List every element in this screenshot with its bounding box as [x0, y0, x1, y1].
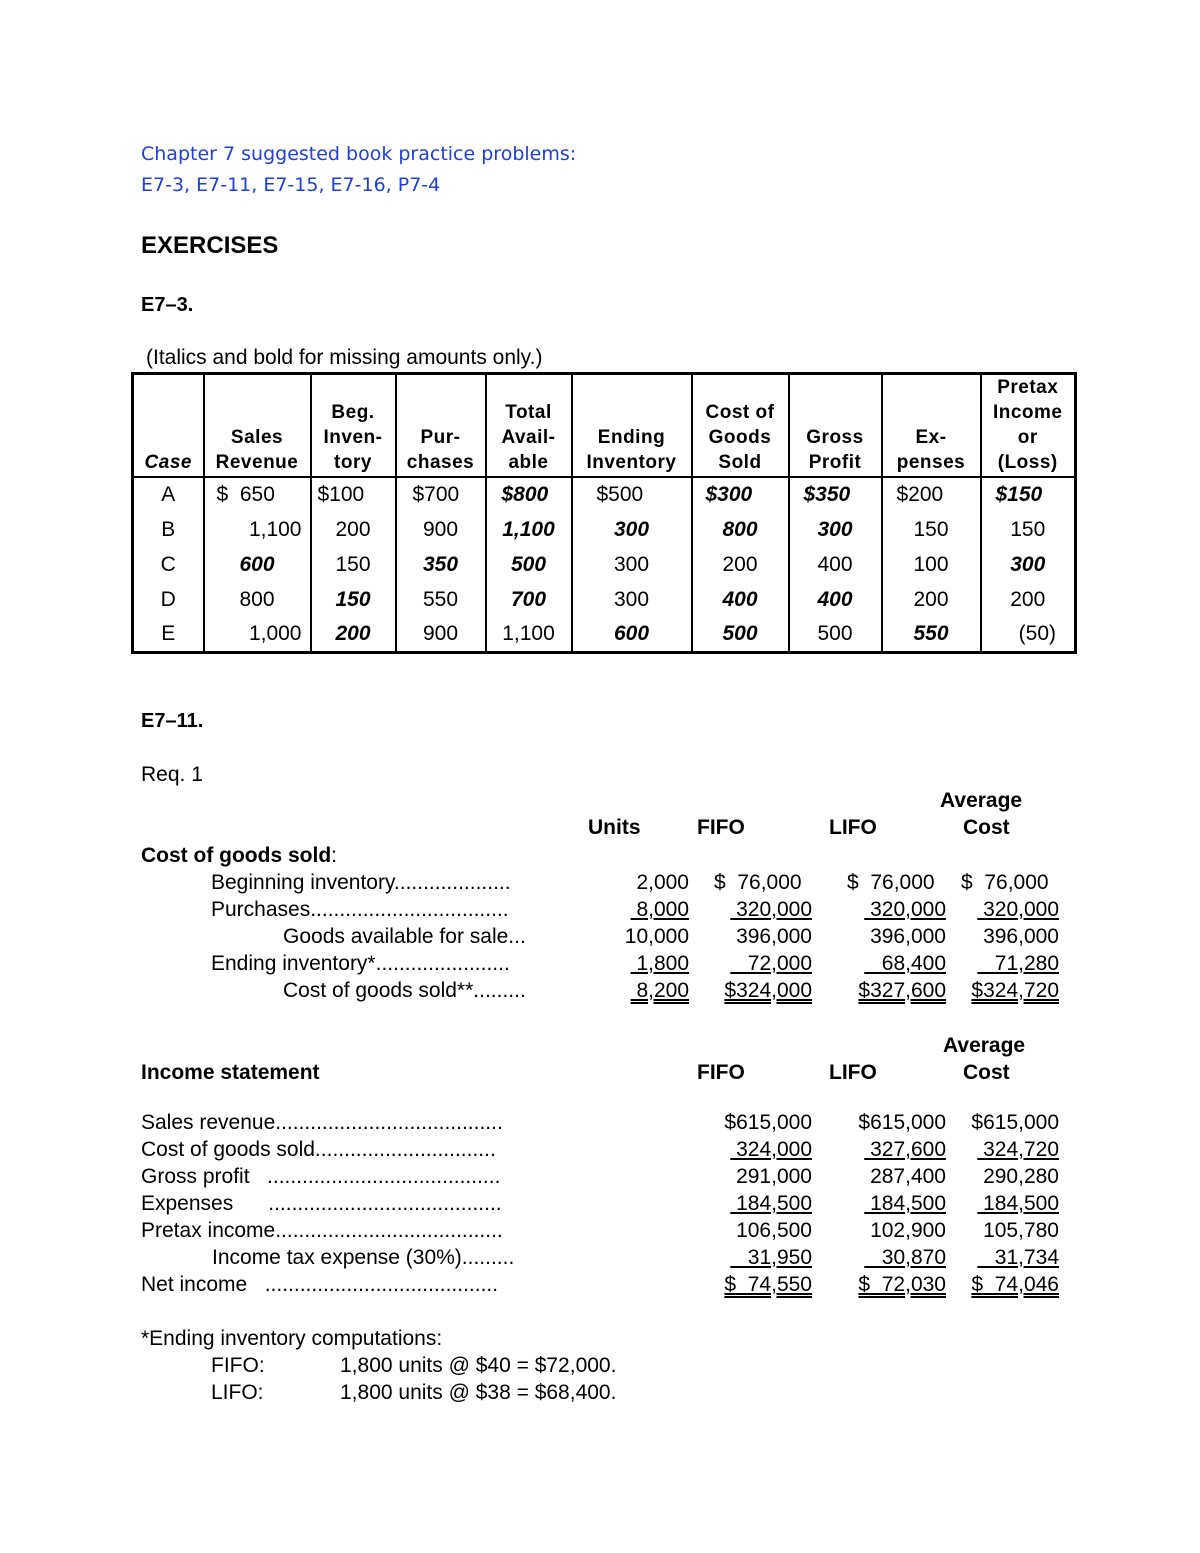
cell-exp: 200: [882, 582, 981, 617]
cell-sales: 1,100: [204, 512, 311, 547]
cell-pretax: 200: [981, 582, 1076, 617]
cell-beg: 150: [311, 547, 396, 582]
income-col-average: Average: [943, 1034, 1026, 1057]
cell-exp: 550: [882, 617, 981, 652]
cell-pretax: (50): [981, 617, 1076, 652]
cell-sales: 600: [204, 547, 311, 582]
col-cost-of-goods-sold: Cost of Goods Sold: [692, 374, 789, 478]
cell-total: 1,100: [486, 617, 572, 652]
footnote-fifo-value: 1,800 units @ $40 = $72,000.: [340, 1354, 617, 1377]
cell-cogs: 200: [692, 547, 789, 582]
cell-cogs: $300: [692, 477, 789, 512]
cell-beg: 150: [311, 582, 396, 617]
cell-gross: 400: [789, 547, 882, 582]
table-row: [133, 547, 1076, 582]
cell-ending: 300: [572, 512, 692, 547]
assignment-title: Chapter 7 suggested book practice problems:: [141, 143, 577, 165]
income-col-fifo: FIFO: [697, 1061, 745, 1084]
cell-cogs: 500: [692, 617, 789, 652]
footnote-fifo-label: FIFO:: [211, 1354, 265, 1377]
cell-ending: 300: [572, 547, 692, 582]
cell-ending: 600: [572, 617, 692, 652]
cogs-col-fifo: FIFO: [697, 816, 745, 839]
cell-pur: 900: [396, 512, 486, 547]
cell-exp: 150: [882, 512, 981, 547]
income-col-cost: Cost: [963, 1061, 1010, 1084]
col-sales-revenue: Sales Revenue: [204, 374, 311, 478]
footnote-title: *Ending inventory computations:: [141, 1327, 443, 1350]
e7-3-heading: E7–3.: [141, 294, 194, 316]
cell-total: 700: [486, 582, 572, 617]
cogs-heading: Cost of goods sold:: [141, 844, 337, 867]
cell-exp: $200: [882, 477, 981, 512]
cell-pur: $700: [396, 477, 486, 512]
footnote-lifo-label: LIFO:: [211, 1381, 264, 1404]
cell-sales: 1,000: [204, 617, 311, 652]
cell-cogs: 800: [692, 512, 789, 547]
cell-total: 1,100: [486, 512, 572, 547]
cogs-col-average: Average: [940, 789, 1023, 812]
e7-3-header-row: [133, 374, 1076, 478]
cell-pur: 550: [396, 582, 486, 617]
income-heading: Income statement: [141, 1061, 320, 1084]
cell-gross: 300: [789, 512, 882, 547]
cell-total: 500: [486, 547, 572, 582]
exercises-heading: EXERCISES: [141, 232, 279, 259]
col-ending-inventory: Ending Inventory: [572, 374, 692, 478]
col-purchases: Pur- chases: [396, 374, 486, 478]
cell-sales: 800: [204, 582, 311, 617]
col-pretax-income: Pretax Income or (Loss): [981, 374, 1076, 478]
cell-beg: $100: [311, 477, 396, 512]
cell-case: E: [133, 617, 204, 652]
col-gross-profit: Gross Profit: [789, 374, 882, 478]
col-total-available: Total Avail- able: [486, 374, 572, 478]
e7-3-note: (Italics and bold for missing amounts only.): [146, 346, 543, 369]
cell-total: $800: [486, 477, 572, 512]
cell-case: A: [133, 477, 204, 512]
income-col-lifo: LIFO: [829, 1061, 877, 1084]
cogs-col-units: Units: [588, 816, 641, 839]
cell-pur: 350: [396, 547, 486, 582]
cell-ending: $500: [572, 477, 692, 512]
footnote-lifo-value: 1,800 units @ $38 = $68,400.: [340, 1381, 617, 1404]
cell-case: C: [133, 547, 204, 582]
cell-gross: $350: [789, 477, 882, 512]
cell-pur: 900: [396, 617, 486, 652]
cell-beg: 200: [311, 617, 396, 652]
e7-3-table: [131, 372, 1077, 654]
e7-11-heading: E7–11.: [141, 710, 204, 732]
cell-case: D: [133, 582, 204, 617]
cell-exp: 100: [882, 547, 981, 582]
table-row: [133, 477, 1076, 512]
requirement-label: Req. 1: [141, 763, 203, 786]
table-row: [133, 617, 1076, 652]
col-case: Case: [133, 374, 204, 478]
cogs-col-lifo: LIFO: [829, 816, 877, 839]
cell-case: B: [133, 512, 204, 547]
cell-gross: 500: [789, 617, 882, 652]
cell-pretax: 150: [981, 512, 1076, 547]
cell-ending: 300: [572, 582, 692, 617]
table-row: [133, 582, 1076, 617]
col-expenses: Ex- penses: [882, 374, 981, 478]
cell-gross: 400: [789, 582, 882, 617]
cell-cogs: 400: [692, 582, 789, 617]
assignment-problems: E7-3, E7-11, E7-15, E7-16, P7-4: [141, 174, 441, 196]
cell-beg: 200: [311, 512, 396, 547]
cell-pretax: 300: [981, 547, 1076, 582]
cell-sales: $ 650: [204, 477, 311, 512]
col-beginning-inventory: Beg. Inven- tory: [311, 374, 396, 478]
cogs-col-cost: Cost: [963, 816, 1010, 839]
cell-pretax: $150: [981, 477, 1076, 512]
table-row: [133, 512, 1076, 547]
